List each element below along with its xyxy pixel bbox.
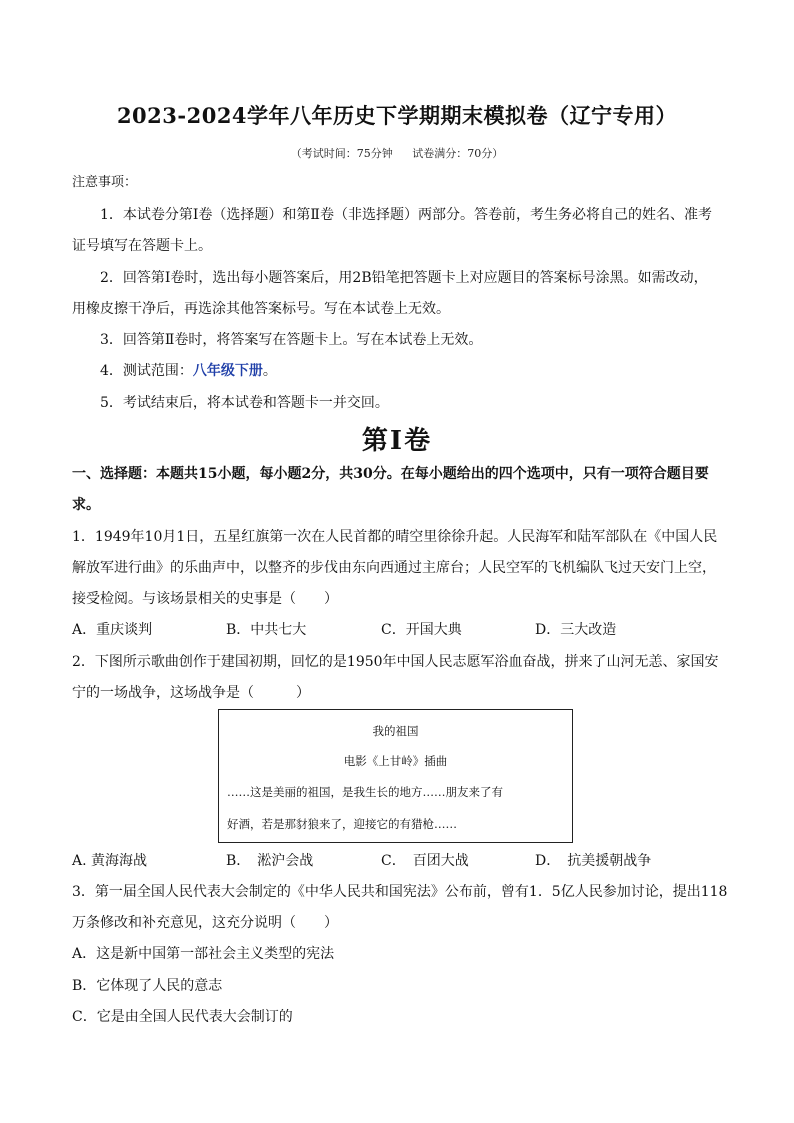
q1-stem-line-2: 解放军进行曲》的乐曲声中，以整齐的步伐由东向西通过主席台；人民空军的飞机编队飞过天安门上空， (72, 560, 716, 576)
q2-option-c: C． 百团大战 (381, 853, 469, 869)
song-lyrics-line-2: 好酒，若是那豺狼来了，迎接它的有猎枪…… (227, 817, 457, 831)
notice-item-2-line-2: 用橡皮擦干净后，再选涂其他答案标号。写在本试卷上无效。 (72, 301, 450, 317)
q2-option-b: B． 淞沪会战 (226, 853, 314, 869)
test-scope: 八年级下册 (192, 363, 263, 379)
q1-option-b: B．中共七大 (226, 622, 307, 638)
q3-option-c: C．它是由全国人民代表大会制订的 (72, 1009, 293, 1025)
q3-stem-line-1: 3．第一届全国人民代表大会制定的《中华人民共和国宪法》公布前，曾有1．5亿人民参加讨论，提出118 (72, 884, 728, 900)
notice-heading: 注意事项： (72, 175, 138, 190)
q2-stem-line-1: 2．下图所示歌曲创作于建国初期，回忆的是1950年中国人民志愿军浴血奋战，拼来了山河无恙、家国安 (72, 654, 719, 670)
notice-item-5: 5．考试结束后，将本试卷和答题卡一并交回。 (100, 395, 389, 411)
section-instructions-line-2: 求。 (72, 497, 100, 513)
q3-stem-line-2: 万条修改和补充意见，这充分说明（ ） (72, 915, 338, 931)
notice-item-4-prefix: 4．测试范围： (100, 363, 193, 379)
q1-option-d: D．三大改造 (535, 622, 617, 638)
notice-item-2-line-1: 2．回答第Ⅰ卷时，选出每小题答案后，用2B铅笔把答题卡上对应题目的答案标号涂黑。如需改动， (100, 270, 708, 286)
section-title: 第Ⅰ卷 (361, 426, 433, 456)
notice-item-1-line-1: 1．本试卷分第Ⅰ卷（选择题）和第Ⅱ卷（非选择题）两部分。答卷前，考生务必将自己的姓名、准考 (100, 207, 712, 223)
q1-option-c: C．开国大典 (381, 622, 462, 638)
notice-item-4 (100, 361, 760, 381)
song-lyrics-box (218, 709, 573, 843)
song-subtitle: 电影《上甘岭》插曲 (343, 754, 448, 768)
exam-subtitle (0, 145, 794, 161)
q2-stem-line-2: 宁的一场战争，这场战争是（ ） (72, 685, 310, 701)
song-title: 我的祖国 (372, 724, 419, 738)
q1-option-a: A．重庆谈判 (72, 622, 153, 638)
exam-time: （考试时间：75分钟 (290, 147, 393, 160)
q1-stem-line-3: 接受检阅。与该场景相关的史事是（ ） (72, 591, 338, 607)
section-instructions-line-1: 一、选择题：本题共15小题，每小题2分，共30分。在每小题给出的四个选项中，只有一项符合题目要 (72, 466, 709, 482)
exam-title: 2023-2024学年八年历史下学期期末模拟卷（辽宁专用） (116, 103, 678, 128)
notice-item-1-line-2: 证号填写在答题卡上。 (72, 238, 212, 254)
notice-item-3: 3．回答第Ⅱ卷时，将答案写在答题卡上。写在本试卷上无效。 (100, 332, 483, 348)
q3-option-b: B．它体现了人民的意志 (72, 978, 223, 994)
notice-item-4-suffix: 。 (262, 363, 277, 379)
q1-stem-line-1: 1．1949年10月1日，五星红旗第一次在人民首都的晴空里徐徐升起。人民海军和陆军部队在《中国人民 (72, 529, 718, 545)
q3-option-a: A．这是新中国第一部社会主义类型的宪法 (72, 946, 335, 962)
q2-option-d: D． 抗美援朝战争 (535, 853, 652, 869)
song-lyrics-line-1: ……这是美丽的祖国，是我生长的地方……朋友来了有 (227, 785, 503, 799)
exam-score: 试卷满分：70分） (412, 147, 504, 160)
q2-option-a: A. 黄海海战 (72, 853, 148, 869)
